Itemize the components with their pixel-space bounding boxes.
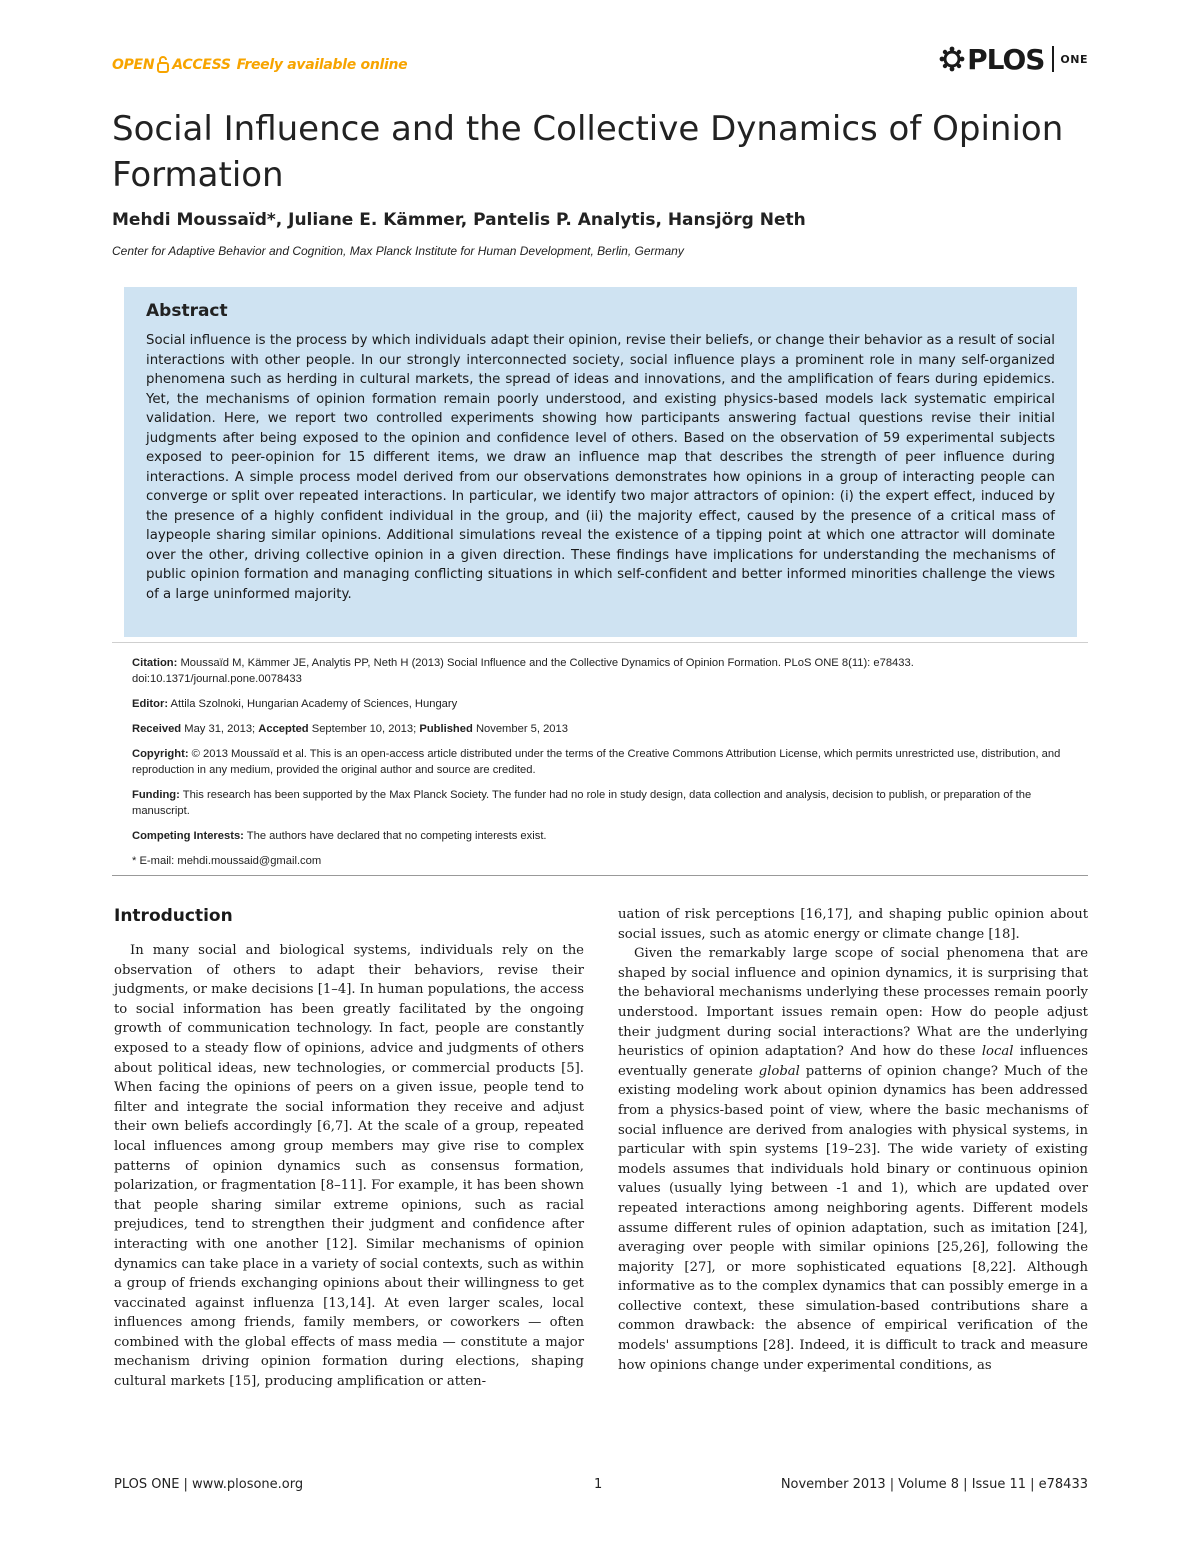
plos-mark-icon — [939, 46, 965, 72]
intro-paragraph-2 — [618, 944, 1088, 1375]
published-date: November 5, 2013 — [475, 723, 568, 735]
global-emphasis: global — [758, 1063, 800, 1079]
email-line — [132, 853, 1070, 869]
competing-text: The authors have declared that no competing interests exist. — [246, 830, 547, 842]
oa-open-label: OPEN — [112, 57, 155, 73]
dates-line — [132, 721, 1070, 737]
one-wordmark: ONE — [1060, 52, 1088, 66]
plos-wordmark: PLOS — [967, 42, 1045, 76]
editor-line — [132, 696, 1070, 712]
email-address[interactable]: mehdi.moussaid@gmail.com — [177, 855, 322, 867]
competing-interests-line — [132, 828, 1070, 844]
copyright-text: © 2013 Moussaïd et al. This is an open-access article distributed under the terms of the Creative Commons Attribution License, which permits unrestricted use, distribution, and reproduction in any medium, provided the original author and source are credited. — [132, 748, 1061, 776]
email-label: * E-mail: — [132, 855, 175, 867]
local-emphasis: local — [981, 1044, 1014, 1060]
article-title: Social Influence and the Collective Dynamics of Opinion Formation — [112, 109, 1064, 195]
open-access-banner — [112, 56, 407, 78]
accepted-date: September 10, 2013; — [311, 723, 417, 735]
funding-label: Funding: — [132, 789, 180, 801]
funding-text: This research has been supported by the Max Planck Society. The funder had no role in study design, data collection and analysis, decision to publish, or preparation of the manuscript. — [132, 789, 1032, 817]
page-number: 1 — [594, 1477, 603, 1492]
copyright-label: Copyright: — [132, 748, 189, 760]
para2-part-c: patterns of opinion change? Much of the existing modeling work about opinion dynamics has been addressed from a physics-based point of view, where the basic mechanisms of social influence are derived from analogies with physical systems, in particular with spin systems [19–23]. The wide variety of existing models assumes that individuals hold binary or continuous opinion values (usually lying between -1 and 1), which are updated over repeated interactions among neighboring agents. Different models assume different rules of opinion adaptation, such as imitation [24], averaging over people with similar opinions [25,26], following the majority [27], or more sophisticated equations [8,22]. Although informative as to the complex dynamics that can possibly emerge in a collective context, these simulation-based contributions share a common drawback: the absence of empirical verification of the models' assumptions [28]. Indeed, it is difficult to track and measure how opinions change under experimental conditions, as — [618, 1063, 1088, 1373]
published-label: Published — [419, 723, 473, 735]
editor-text: Attila Szolnoki, Hungarian Academy of Sciences, Hungary — [170, 698, 458, 710]
para2-part-a: Given the remarkably large scope of social phenomena that are shaped by social influence and opinion dynamics, it is surprising that the behavioral mechanisms underlying these processes remain poorly understood. Important issues remain open: How do people adjust their judgment during social interactions? What are the underlying heuristics of opinion adaptation? And how do these — [618, 946, 1088, 1060]
open-lock-icon — [157, 56, 169, 73]
abstract-heading: Abstract — [146, 301, 228, 321]
abstract-box — [124, 287, 1077, 637]
right-column — [618, 905, 1088, 1375]
logo-divider — [1052, 46, 1054, 72]
footer-issue: November 2013 | Volume 8 | Issue 11 | e78433 — [780, 1477, 1088, 1492]
affiliation: Center for Adaptive Behavior and Cognition, Max Planck Institute for Human Development, Berlin, Germany — [112, 244, 684, 258]
copyright-line — [132, 746, 1070, 778]
abstract-text: Social influence is the process by which individuals adapt their opinion, revise their beliefs, or change their behavior as a result of social interactions with other people. In our strongly interconnected society, social influence plays a prominent role in many self-organized phenomena such as herding in cultural markets, the spread of ideas and innovations, and the amplification of fears during epidemics. Yet, the mechanisms of opinion formation remain poorly understood, and existing physics-based models lack systematic empirical validation. Here, we report two controlled experiments showing how participants answering factual questions revise their initial judgments after being exposed to the opinion and confidence level of others. Based on the observation of 59 experimental subjects exposed to peer-opinion for 15 different items, we draw an influence map that describes the strength of peer influence during interactions. A simple process model derived from our observations demonstrates how opinions in a group of interacting people can converge or split over repeated interactions. In particular, we identify two major attractors of opinion: (i) the expert effect, induced by the presence of a highly confident individual in the group, and (ii) the majority effect, caused by the presence of a critical mass of laypeople sharing similar opinions. Additional simulations reveal the existence of a tipping point at which one attractor will dominate over the other, driving collective opinion in a given direction. These findings have implications for understanding the mechanisms of public opinion formation and managing conflicting situations in which self-confident and better informed minorities challenge the views of a large uninformed majority. — [146, 333, 1055, 602]
author-list: Mehdi Moussaïd*, Juliane E. Kämmer, Pantelis P. Analytis, Hansjörg Neth — [112, 210, 806, 230]
citation-text: Moussaïd M, Kämmer JE, Analytis PP, Neth H (2013) Social Influence and the Collective Dynamics of Opinion Formation. PLoS ONE 8(11): e78433. doi:10.1371/journal.pone.0078433 — [132, 657, 914, 685]
editor-label: Editor: — [132, 698, 169, 710]
intro-paragraph-continued: uation of risk perceptions [16,17], and shaping public opinion about social issues, such as atomic energy or climate change [18]. — [618, 907, 1088, 942]
plos-one-logo — [939, 42, 1088, 76]
intro-paragraph-1: In many social and biological systems, individuals rely on the observation of others to adapt their behaviors, revise their judgments, or make decisions [1–4]. In human populations, the access to social information has been greatly facilitated by the ongoing growth of communication technology. In fact, people are constantly exposed to a steady flow of opinions, advice and judgments of others about political ideas, new technologies, or commercial products [5]. When facing the opinions of peers on a given issue, people tend to filter and integrate the social information they receive and adjust their own beliefs accordingly [6,7]. At the scale of a group, repeated local influences among group members may give rise to complex patterns of opinion dynamics such as consensus formation, polarization, or fragmentation [8–11]. For example, it has been shown that people sharing similar extreme opinions, such as racial prejudices, tend to strengthen their judgment and confidence after interacting with one another [12]. Similar mechanisms of opinion dynamics can take place in a variety of social contexts, such as within a group of friends exchanging opinions about their willingness to get vaccinated against influenza [13,14]. At even larger scales, local influences among friends, family members, or coworkers — often combined with the global effects of mass media — constitute a major mechanism driving opinion formation during elections, shaping cultural markets [15], producing amplification or atten- — [114, 943, 584, 1390]
citation-label: Citation: — [132, 657, 178, 669]
received-label: Received — [132, 723, 182, 735]
freely-available-label: Freely available online — [236, 57, 408, 73]
meta-bottom-rule — [112, 875, 1088, 876]
oa-access-label: ACCESS — [172, 57, 231, 73]
introduction-heading: Introduction — [114, 906, 233, 926]
competing-label: Competing Interests: — [132, 830, 244, 842]
para2-part-b: influences eventually generate — [618, 1044, 1088, 1079]
citation-line — [132, 655, 1070, 687]
accepted-label: Accepted — [258, 723, 309, 735]
received-date: May 31, 2013; — [184, 723, 256, 735]
footer-journal: PLOS ONE | www.plosone.org — [114, 1477, 304, 1492]
funding-line — [132, 787, 1070, 819]
meta-top-rule — [112, 642, 1088, 643]
article-metadata — [132, 655, 1070, 878]
left-column — [114, 905, 584, 1392]
